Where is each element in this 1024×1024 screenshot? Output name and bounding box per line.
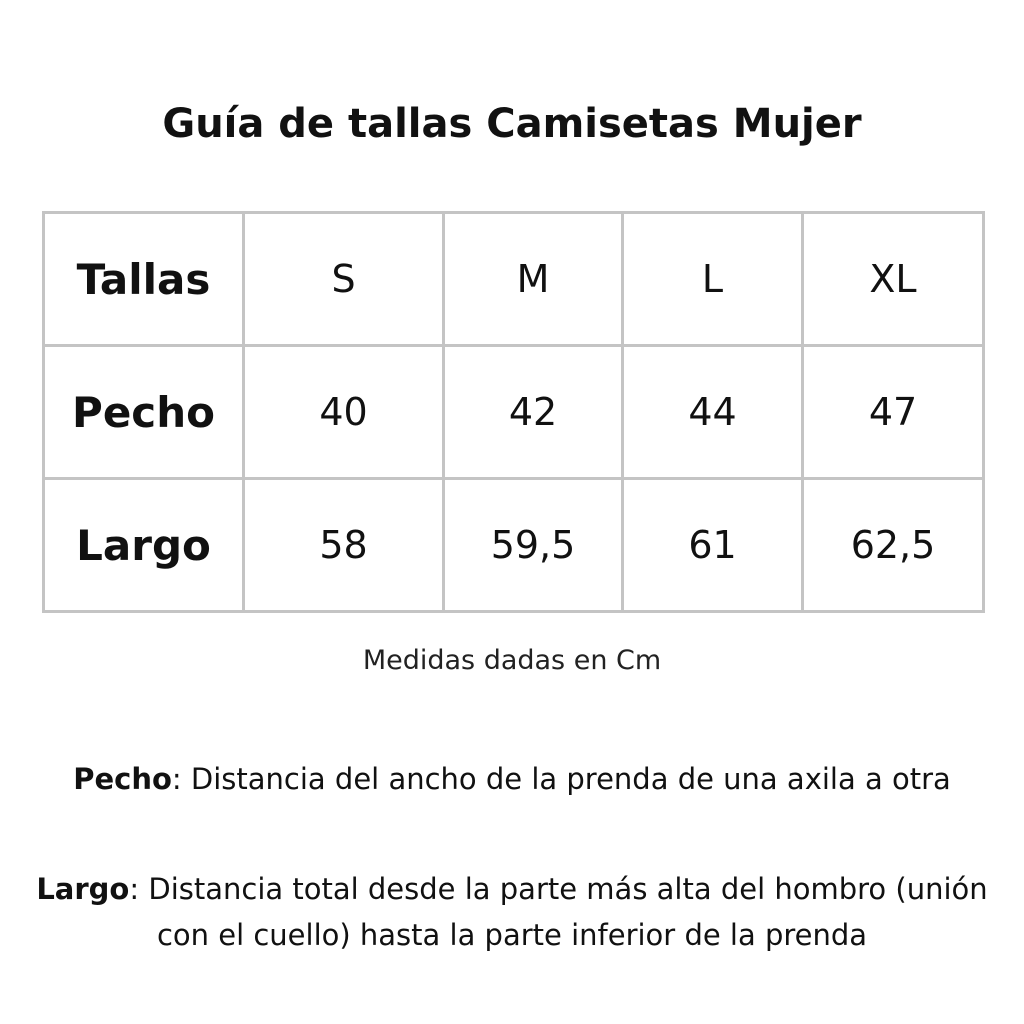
pecho-definition [30,756,994,802]
table-row-pecho [44,346,984,479]
table-row-tallas [44,213,984,346]
row-header-tallas: Tallas [44,213,244,346]
row-header-largo: Largo [44,479,244,612]
size-table [42,211,985,613]
largo-s-cell: 58 [244,479,444,612]
largo-term: Largo [36,872,130,906]
pecho-m-cell: 42 [444,346,623,479]
pecho-description: : Distancia del ancho de la prenda de una axila a otra [171,762,951,796]
pecho-s-cell: 40 [244,346,444,479]
pecho-xl-cell: 47 [803,346,984,479]
size-m-header: M [444,213,623,346]
largo-l-cell: 61 [623,479,803,612]
size-xl-header: XL [803,213,984,346]
pecho-l-cell: 44 [623,346,803,479]
table-row-largo [44,479,984,612]
size-s-header: S [244,213,444,346]
units-note: Medidas dadas en Cm [362,645,662,676]
largo-m-cell: 59,5 [444,479,623,612]
row-header-pecho: Pecho [44,346,244,479]
largo-xl-cell: 62,5 [803,479,984,612]
page-title: Guía de tallas Camisetas Mujer [162,101,862,147]
largo-description: : Distancia total desde la parte más alta del hombro (unión con el cuello) hasta la parte inferior de la prenda [129,872,988,952]
largo-definition [30,866,994,958]
size-l-header: L [623,213,803,346]
pecho-term: Pecho [73,762,172,796]
